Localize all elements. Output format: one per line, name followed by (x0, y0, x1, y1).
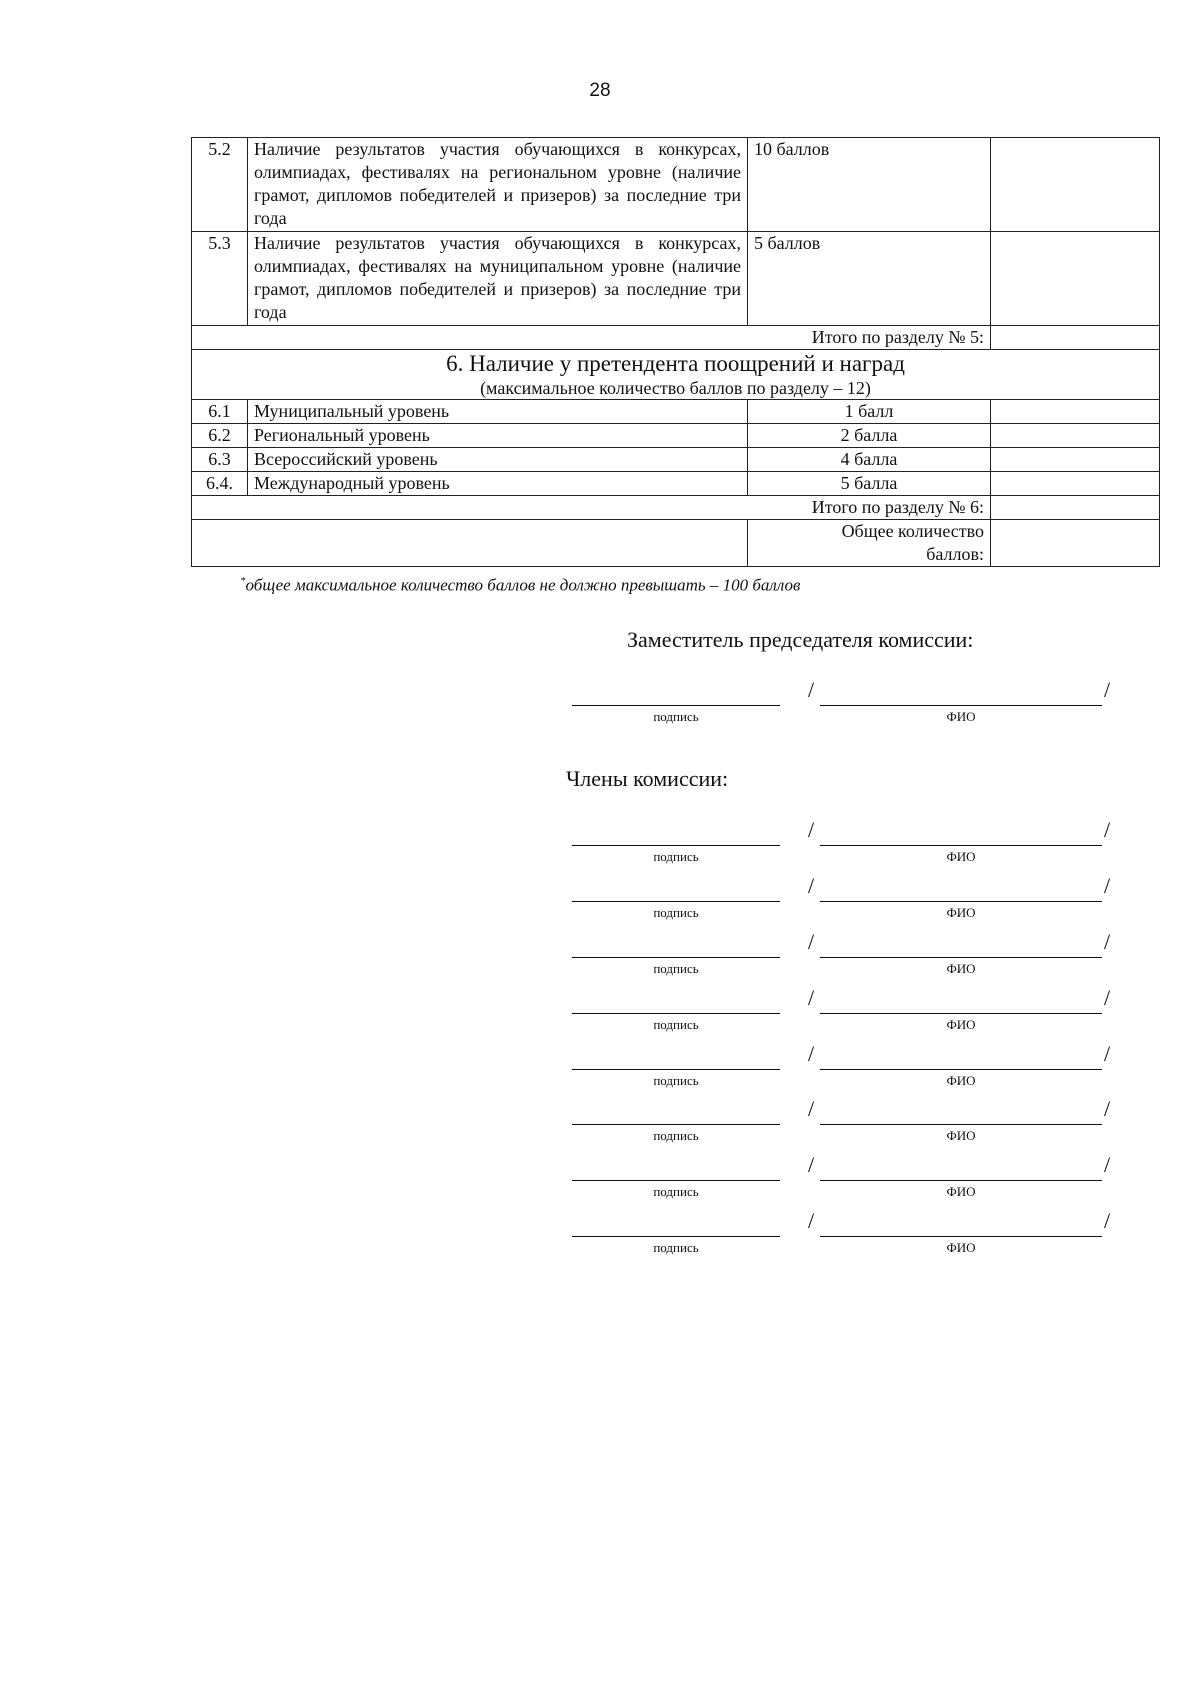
score-cell[interactable] (991, 424, 1160, 448)
name-caption: ФИО (946, 1184, 976, 1199)
slash: / (808, 985, 815, 1010)
row-number: 5.3 (192, 232, 248, 326)
row-description: Всероссийский уровень (248, 448, 748, 472)
deputy-signature-row (572, 677, 1132, 724)
signature-field[interactable] (572, 999, 780, 1014)
signature-field[interactable] (572, 1110, 780, 1125)
row-description: Муниципальный уровень (248, 400, 748, 424)
slash: / (808, 817, 815, 842)
slash: / (1104, 817, 1111, 842)
name-caption: ФИО (946, 1073, 976, 1088)
page-number: 28 (589, 80, 611, 101)
slash: / (808, 929, 815, 954)
signature-caption: подпись (653, 1184, 699, 1199)
name-caption: ФИО (946, 1240, 976, 1255)
section6-total-label: Итого по разделу № 6: (192, 496, 991, 520)
slash: / (808, 1041, 815, 1066)
signature-field[interactable] (572, 1166, 780, 1181)
slash: / (808, 1152, 815, 1177)
signature-caption: подпись (653, 849, 699, 864)
member-signature-row (572, 873, 1132, 920)
signature-field[interactable] (572, 887, 780, 902)
name-field[interactable] (820, 831, 1102, 846)
name-field[interactable] (820, 691, 1102, 706)
row-points: 4 балла (748, 448, 991, 472)
member-signature-row (572, 985, 1132, 1032)
slash: / (1104, 1041, 1111, 1066)
name-caption: ФИО (946, 961, 976, 976)
grand-total-label: Общее количество баллов: (748, 520, 991, 567)
signature-field[interactable] (572, 691, 780, 706)
signature-field[interactable] (572, 1055, 780, 1070)
name-caption: ФИО (946, 709, 976, 724)
name-caption: ФИО (946, 849, 976, 864)
row-description: Наличие результатов участия обучающихся в конкурсах, олимпиадах, фестивалях на муниципальном уровне (наличие грамот, дипломов победителей и призеров) за последние три года (248, 232, 748, 326)
footnote (240, 575, 800, 596)
section5-total-label: Итого по разделу № 5: (192, 326, 991, 350)
scores-table (191, 137, 1160, 567)
signature-caption: подпись (653, 961, 699, 976)
table-row (192, 472, 1160, 496)
name-caption: ФИО (946, 1017, 976, 1032)
slash: / (1104, 1096, 1111, 1121)
name-field[interactable] (820, 1166, 1102, 1181)
row-points: 1 балл (748, 400, 991, 424)
section6-header (192, 350, 1160, 400)
row-description: Международный уровень (248, 472, 748, 496)
row-description: Региональный уровень (248, 424, 748, 448)
slash: / (1104, 929, 1111, 954)
section6-total-cell[interactable] (991, 496, 1160, 520)
slash: / (1104, 677, 1111, 702)
signature-caption: подпись (653, 1073, 699, 1088)
slash: / (808, 677, 815, 702)
table-row (192, 326, 1160, 350)
name-field[interactable] (820, 943, 1102, 958)
member-signature-row (572, 817, 1132, 864)
deputy-heading: Заместитель председателя комиссии: (627, 627, 974, 652)
slash: / (808, 1208, 815, 1233)
footnote-text: общее максимальное количество баллов не должно превышать – 100 баллов (245, 575, 801, 595)
name-field[interactable] (820, 999, 1102, 1014)
signature-caption: подпись (653, 1128, 699, 1143)
members-heading: Члены комиссии: (566, 766, 729, 791)
name-field[interactable] (820, 1110, 1102, 1125)
score-cell[interactable] (991, 472, 1160, 496)
signature-field[interactable] (572, 831, 780, 846)
table-row (192, 424, 1160, 448)
table-row (192, 400, 1160, 424)
slash: / (1104, 873, 1111, 898)
grand-total-cell[interactable] (991, 520, 1160, 567)
score-cell[interactable] (991, 400, 1160, 424)
table-row (192, 448, 1160, 472)
score-cell[interactable] (991, 138, 1160, 232)
row-number: 6.3 (192, 448, 248, 472)
row-description: Наличие результатов участия обучающихся в конкурсах, олимпиадах, фестивалях на региональном уровне (наличие грамот, дипломов победителей и призеров) за последние три года (248, 138, 748, 232)
row-points: 10 баллов (748, 138, 991, 232)
row-points: 2 балла (748, 424, 991, 448)
table-row (192, 232, 1160, 326)
name-field[interactable] (820, 887, 1102, 902)
row-number: 6.1 (192, 400, 248, 424)
row-number: 5.2 (192, 138, 248, 232)
member-signature-row (572, 929, 1132, 976)
member-signature-row (572, 1096, 1132, 1143)
table-row (192, 138, 1160, 232)
name-caption: ФИО (946, 1128, 976, 1143)
slash: / (808, 1096, 815, 1121)
signature-caption: подпись (653, 1240, 699, 1255)
name-field[interactable] (820, 1222, 1102, 1237)
section6-subtitle: (максимальное количество баллов по разделу – 12) (480, 378, 871, 398)
name-caption: ФИО (946, 905, 976, 920)
signature-caption: подпись (653, 1017, 699, 1032)
score-cell[interactable] (991, 448, 1160, 472)
slash: / (1104, 985, 1111, 1010)
signature-field[interactable] (572, 943, 780, 958)
name-field[interactable] (820, 1055, 1102, 1070)
signature-field[interactable] (572, 1222, 780, 1237)
member-signature-row (572, 1208, 1132, 1255)
row-number: 6.4. (192, 472, 248, 496)
signature-caption: подпись (653, 709, 699, 724)
member-signature-row (572, 1041, 1132, 1088)
slash: / (1104, 1208, 1111, 1233)
row-number: 6.2 (192, 424, 248, 448)
member-signature-row (572, 1152, 1132, 1199)
signature-caption: подпись (653, 905, 699, 920)
score-cell[interactable] (991, 232, 1160, 326)
row-points: 5 балла (748, 472, 991, 496)
footnote-mark: * (240, 575, 246, 587)
slash: / (1104, 1152, 1111, 1177)
slash: / (808, 873, 815, 898)
row-points: 5 баллов (748, 232, 991, 326)
section6-title: 6. Наличие у претендента поощрений и наград (446, 351, 905, 376)
table-row (192, 520, 1160, 567)
table-row (192, 496, 1160, 520)
section5-total-cell[interactable] (991, 326, 1160, 350)
